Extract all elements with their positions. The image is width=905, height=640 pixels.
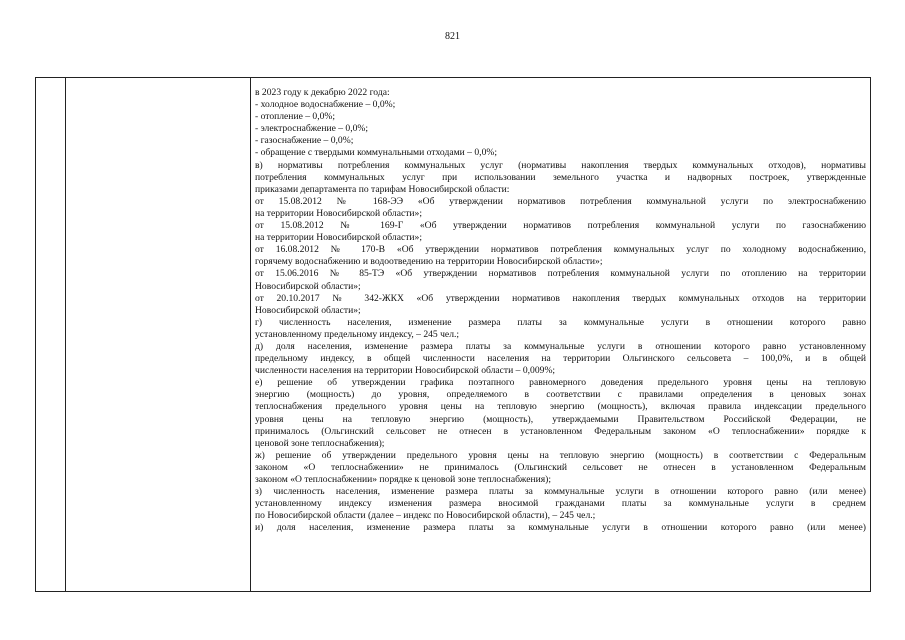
text-line: от 15.08.2012 № 168-ЭЭ «Об утверждении нормативов потребления коммунальной услуги по электроснабжению bbox=[255, 195, 866, 207]
text-line: и) доля населения, изменение размера платы за коммунальные услуги в отношении которого равно (или менее) bbox=[255, 522, 866, 534]
text-line: - газоснабжение – 0,0%; bbox=[255, 135, 354, 147]
text-line: г) численность населения, изменение размера платы за коммунальные услуги в отношении которого равно bbox=[255, 316, 866, 328]
text-line: - электроснабжение – 0,0%; bbox=[255, 123, 369, 135]
table-cell-content bbox=[251, 78, 870, 591]
text-line: установленному предельному индексу, – 245 чел.; bbox=[255, 328, 460, 340]
text-line: ж) решение об утверждении предельного уровня цены на тепловую энергию (мощность) в соответствии с Федеральным bbox=[255, 449, 866, 461]
text-line: горячему водоснабжению и водоотведению на территории Новосибирской области»; bbox=[255, 256, 603, 268]
document-table bbox=[35, 77, 871, 592]
text-line: з) численность населения, изменение размера платы за коммунальные услуги в отношении которого равно (или менее) bbox=[255, 486, 866, 498]
text-line: предельному индексу, в общей численности населения на территории Ольгинского сельсовета – 100,0%, и в общей bbox=[255, 353, 866, 365]
text-line: уровня цены на тепловую энергию (мощность), утверждаемыми Правительством Российской Федерации, не bbox=[255, 413, 866, 425]
text-line: численности населения на территории Новосибирской области – 0,009%; bbox=[255, 365, 556, 377]
text-line: от 15.08.2012 № 169-Г «Об утверждении нормативов потребления коммунальной услуги по газоснабжению bbox=[255, 220, 866, 232]
text-line: законом «О теплоснабжении» порядке к ценовой зоне теплоснабжения); bbox=[255, 474, 552, 485]
text-line: потребления коммунальных услуг при использовании земельного участка и надворных построек, утвержденные bbox=[255, 171, 866, 183]
text-line: е) решение об утверждении графика поэтапного равномерного доведения предельного уровня цены на тепловую bbox=[255, 377, 866, 389]
text-line: в) нормативы потребления коммунальных услуг (нормативы накопления твердых коммунальных отходов), нормативы bbox=[255, 159, 866, 171]
text-line: ценовой зоне теплоснабжения); bbox=[255, 437, 385, 449]
text-line: от 16.08.2012 № 170-В «Об утверждении нормативов потребления коммунальных услуг по холодному водоснабжению, bbox=[255, 244, 866, 256]
text-line: Новосибирской области»; bbox=[255, 304, 361, 316]
text-line: от 15.06.2016 № 85-ТЭ «Об утверждении нормативов потребления коммунальной услуги по отоплению на территории bbox=[255, 268, 866, 280]
text-line: в 2023 году к декабрю 2022 года: bbox=[255, 87, 390, 98]
table-cell-name bbox=[66, 78, 251, 591]
text-line: энергию (мощность) до уровня, определяемого в соответствии с правилами определения в ценовых зонах bbox=[255, 389, 866, 401]
table-cell-number bbox=[36, 78, 66, 591]
text-line: - обращение с твердыми коммунальными отходами – 0,0%; bbox=[255, 147, 498, 159]
text-line: приказами департамента по тарифам Новосибирской области: bbox=[255, 183, 510, 195]
text-line: д) доля населения, изменение размера платы за коммунальные услуги в отношении которого равно установленному bbox=[255, 340, 866, 352]
text-line: на территории Новосибирской области»; bbox=[255, 207, 423, 219]
text-line: принималось (Ольгинский сельсовет не отнесен в установленном Федеральным законом «О теплоснабжении» порядке к bbox=[255, 425, 866, 437]
text-line: - отопление – 0,0%; bbox=[255, 111, 336, 123]
text-line: законом «О теплоснабжении» не принималось (Ольгинский сельсовет не отнесен в установленном Федеральным bbox=[255, 461, 866, 473]
text-line: теплоснабжения предельного уровня цены на тепловую энергию (мощность), включая правила индексации предельного bbox=[255, 401, 866, 413]
text-line: от 20.10.2017 № 342-ЖКХ «Об утверждении нормативов накопления твердых коммунальных отходов на территории bbox=[255, 292, 866, 304]
text-line: Новосибирской области»; bbox=[255, 280, 361, 292]
text-line: на территории Новосибирской области»; bbox=[255, 232, 423, 244]
page-number: 821 bbox=[445, 31, 460, 42]
text-line: по Новосибирской области (далее – индекс по Новосибирской области), – 245 чел.; bbox=[255, 510, 596, 522]
text-line: установленному индексу изменения размера вносимой гражданами платы за коммунальные услуги в среднем bbox=[255, 498, 866, 510]
text-line: - холодное водоснабжение – 0,0%; bbox=[255, 99, 396, 111]
